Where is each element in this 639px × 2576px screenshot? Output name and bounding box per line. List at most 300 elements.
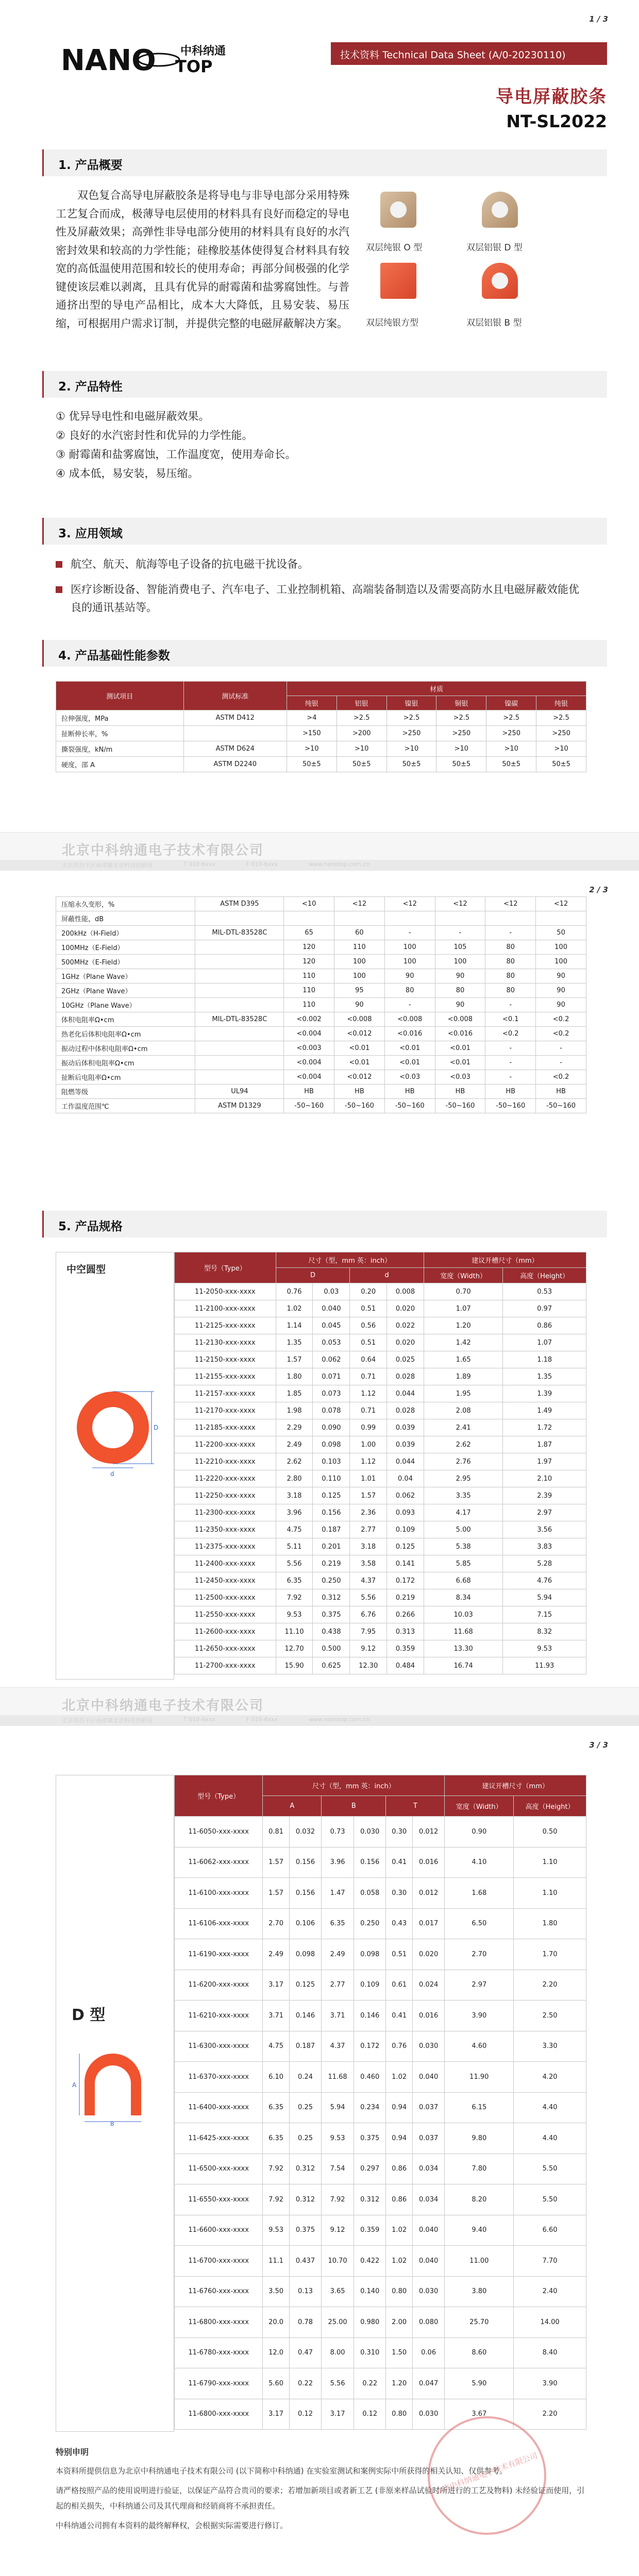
table-cell: 0.040 xyxy=(313,1300,350,1317)
table-row xyxy=(56,955,586,969)
table-cell: 0.034 xyxy=(412,2154,445,2184)
table-cell: 体积电阻率Ω•cm xyxy=(56,1012,195,1027)
table-cell: 6.76 xyxy=(350,1606,387,1623)
table-cell: 2GHz（Plane Wave） xyxy=(56,984,195,998)
table-cell: >250 xyxy=(536,726,586,741)
table-cell: 2.77 xyxy=(322,1970,354,2001)
table-cell: 3.71 xyxy=(263,2001,289,2031)
table-cell: 振动后体积电阻率Ω•cm xyxy=(56,1056,195,1070)
table-cell: 0.438 xyxy=(313,1623,350,1640)
table-cell: 2.50 xyxy=(514,2001,586,2031)
table-cell: 0.110 xyxy=(313,1470,350,1487)
table-cell: 0.156 xyxy=(354,1847,386,1878)
table-cell: 1.57 xyxy=(350,1487,387,1504)
table-cell: 1.02 xyxy=(386,2062,412,2093)
table-cell: 镍碳 xyxy=(486,696,536,710)
table-cell: -50~160 xyxy=(536,1099,586,1113)
table-cell: 2.62 xyxy=(276,1453,313,1470)
table-cell: 0.078 xyxy=(313,1402,350,1419)
table-cell: 1.14 xyxy=(276,1317,313,1334)
table-cell: 100 xyxy=(536,955,586,969)
table-cell: 0.484 xyxy=(387,1657,424,1674)
table-cell: - xyxy=(536,1056,586,1070)
section-performance-title: 4. 产品基础性能参数 xyxy=(42,640,607,667)
table-row xyxy=(175,1368,586,1385)
table-cell: 11-6800-xxx-xxxx xyxy=(175,2399,263,2430)
table-cell: 50±5 xyxy=(536,757,586,772)
table-cell: <12 xyxy=(334,897,385,911)
table-cell: 11-2450-xxx-xxxx xyxy=(175,1572,276,1589)
table-cell: 50±5 xyxy=(386,757,436,772)
table-cell: 2.49 xyxy=(263,1939,289,1970)
table-cell: 0.156 xyxy=(313,1504,350,1521)
table-cell: 0.359 xyxy=(354,2215,386,2246)
table-cell: 纯银 xyxy=(287,696,337,710)
disclaimer: 特别申明 本资料所提供信息为北京中科纳通电子技术有限公司 (以下简称中科纳通) 在实验室测试和案例实际中所获得的相关认知、仅供参考。 请严格按照产品的使用说明进行验证，以保证产品符合贵司的要求；若增加新项目或者新工艺 (非原来样品试验时所进行的工艺及物料) 未经验证而使用，引起的相关损失，中科纳通公司及其代理商和经销商将不承担责任。 中科纳通公司拥有本资料的最终解释权，会根据实际需要进行修订。 xyxy=(56,2447,585,2530)
table-cell: 8.00 xyxy=(322,2337,354,2368)
table-cell: -50~160 xyxy=(485,1099,536,1113)
table-cell: 材质 xyxy=(287,682,586,696)
table-cell: 1.12 xyxy=(350,1453,387,1470)
table-cell: 0.76 xyxy=(276,1283,313,1300)
table-cell: ASTM D412 xyxy=(183,710,287,726)
table-cell: 11-2220-xxx-xxxx xyxy=(175,1470,276,1487)
table-cell: 压缩永久变形，% xyxy=(56,897,195,911)
table-cell: 0.025 xyxy=(387,1351,424,1368)
table-cell: <0.03 xyxy=(384,1070,435,1084)
table-row xyxy=(175,2337,586,2368)
performance-table-2 xyxy=(56,896,586,1113)
table-cell: 测试项目 xyxy=(56,682,184,710)
application-list xyxy=(56,555,586,624)
table-cell: 11-2350-xxx-xxxx xyxy=(175,1521,276,1538)
d-type-spec-table xyxy=(174,1775,586,2430)
table-cell: 3.17 xyxy=(263,2399,289,2430)
table-cell: 2.10 xyxy=(503,1470,586,1487)
table-cell xyxy=(284,911,334,926)
table-cell: - xyxy=(485,1070,536,1084)
section-features-title: 2. 产品特性 xyxy=(42,371,607,398)
table-cell: 阻燃等级 xyxy=(56,1084,195,1099)
table-cell: <0.002 xyxy=(284,1012,334,1027)
table-cell: 0.098 xyxy=(313,1436,350,1453)
table-cell: 11.00 xyxy=(445,2246,514,2277)
table-cell: 11-2600-xxx-xxxx xyxy=(175,1623,276,1640)
table-cell: 11-2170-xxx-xxxx xyxy=(175,1402,276,1419)
table-cell: 4.37 xyxy=(322,2031,354,2062)
table-cell: 11-2150-xxx-xxxx xyxy=(175,1351,276,1368)
table-cell: >10 xyxy=(287,741,337,757)
table-cell: 0.312 xyxy=(354,2184,386,2215)
table-cell: 0.219 xyxy=(387,1589,424,1606)
table-cell: 110 xyxy=(284,984,334,998)
table-cell: 0.125 xyxy=(313,1487,350,1504)
table-cell: 4.40 xyxy=(514,2123,586,2154)
table-cell: 0.97 xyxy=(503,1300,586,1317)
table-cell: 0.312 xyxy=(289,2184,322,2215)
table-cell: <0.01 xyxy=(384,1056,435,1070)
table-cell: 3.58 xyxy=(350,1555,387,1572)
table-cell: 5.00 xyxy=(424,1521,502,1538)
table-cell: <0.004 xyxy=(284,1070,334,1084)
table-cell: 3.80 xyxy=(445,2276,514,2307)
page-3 xyxy=(0,1726,639,2576)
table-cell: 80 xyxy=(485,969,536,984)
table-cell: 1.10 xyxy=(514,1847,586,1878)
table-row xyxy=(175,2062,586,2093)
table-cell: 4.37 xyxy=(350,1572,387,1589)
table-cell: 500MHz（E-Field） xyxy=(56,955,195,969)
table-cell: 型号（Type） xyxy=(175,1252,276,1283)
table-row xyxy=(175,1847,586,1878)
table-cell: 建议开槽尺寸（mm） xyxy=(424,1252,586,1268)
table-cell: <0.004 xyxy=(284,1027,334,1041)
table-cell: 11-2125-xxx-xxxx xyxy=(175,1317,276,1334)
table-cell: 50±5 xyxy=(287,757,337,772)
d-type-label-cell: D 型 A B xyxy=(56,1775,174,2432)
svg-text:A: A xyxy=(72,2081,77,2089)
table-cell: 0.80 xyxy=(386,2276,412,2307)
table-cell: 1.95 xyxy=(424,1385,502,1402)
table-row xyxy=(175,1436,586,1453)
table-row xyxy=(56,1070,586,1084)
table-cell: 0.030 xyxy=(412,2276,445,2307)
table-row xyxy=(175,1334,586,1351)
table-cell: 120 xyxy=(284,955,334,969)
table-cell xyxy=(435,911,485,926)
table-cell: 0.109 xyxy=(387,1521,424,1538)
table-cell: 0.016 xyxy=(412,2001,445,2031)
table-cell: 0.437 xyxy=(289,2246,322,2277)
table-cell: 1.72 xyxy=(503,1419,586,1436)
table-cell: 5.56 xyxy=(276,1555,313,1572)
table-cell xyxy=(384,911,435,926)
feature-list xyxy=(56,407,296,483)
table-cell: 7.95 xyxy=(350,1623,387,1640)
table-cell: 7.92 xyxy=(322,2184,354,2215)
table-cell: 2.49 xyxy=(276,1436,313,1453)
table-cell: 90 xyxy=(536,984,586,998)
table-cell: 0.03 xyxy=(313,1283,350,1300)
table-cell: 0.86 xyxy=(386,2184,412,2215)
table-cell: >2.5 xyxy=(536,710,586,726)
table-cell: 0.012 xyxy=(412,1878,445,1909)
table-cell: - xyxy=(536,1041,586,1056)
table-cell: 3.67 xyxy=(445,2399,514,2430)
table-row xyxy=(56,969,586,984)
table-cell: - xyxy=(384,926,435,940)
table-cell: 100MHz（E-Field） xyxy=(56,940,195,955)
product-title: 导电屏蔽胶条 xyxy=(496,87,607,107)
thumb-caption: 双层纯银 O 型 xyxy=(366,243,423,253)
table-cell: <12 xyxy=(435,897,485,911)
table-cell: 1.57 xyxy=(263,1878,289,1909)
table-cell: 0.78 xyxy=(289,2307,322,2338)
table-cell: 5.60 xyxy=(263,2368,289,2399)
table-cell: 0.422 xyxy=(354,2246,386,2277)
table-cell: 0.008 xyxy=(387,1283,424,1300)
table-cell: 11-2050-xxx-xxxx xyxy=(175,1283,276,1300)
table-cell: 0.71 xyxy=(350,1402,387,1419)
table-cell: 2.70 xyxy=(445,1939,514,1970)
table-cell: 50±5 xyxy=(337,757,386,772)
table-row xyxy=(175,1470,586,1487)
table-row xyxy=(175,2001,586,2031)
svg-text:中科纳通: 中科纳通 xyxy=(180,45,226,58)
table-cell: 0.098 xyxy=(354,1939,386,1970)
table-cell: ASTM D395 xyxy=(195,897,284,911)
table-cell: UL94 xyxy=(195,1084,284,1099)
table-row xyxy=(175,1283,586,1300)
table-cell: <0.016 xyxy=(384,1027,435,1041)
table-cell: 撕裂强度，kN/m xyxy=(56,741,184,757)
table-cell: 11-6062-xxx-xxxx xyxy=(175,1847,263,1878)
table-row xyxy=(175,2031,586,2062)
table-cell: 铝银 xyxy=(337,696,386,710)
table-cell: 5.38 xyxy=(424,1538,502,1555)
table-row xyxy=(56,1099,586,1113)
table-cell: 3.90 xyxy=(445,2001,514,2031)
table-cell: >4 xyxy=(287,710,337,726)
table-cell: 0.044 xyxy=(387,1385,424,1402)
table-cell: 4.17 xyxy=(424,1504,502,1521)
table-cell: 4.20 xyxy=(514,2062,586,2093)
table-row xyxy=(175,1538,586,1555)
table-cell: 11-6106-xxx-xxxx xyxy=(175,1908,263,1939)
table-cell: 宽度（Width） xyxy=(424,1268,502,1283)
table-cell: 0.040 xyxy=(412,2246,445,2277)
table-cell: 0.012 xyxy=(412,1817,445,1848)
table-cell: >10 xyxy=(436,741,486,757)
table-cell: 80 xyxy=(485,940,536,955)
table-cell: 0.034 xyxy=(412,2184,445,2215)
table-cell: 0.500 xyxy=(313,1640,350,1657)
thumb-caption: 双层铝银 B 型 xyxy=(466,318,522,328)
table-cell: 11-2300-xxx-xxxx xyxy=(175,1504,276,1521)
doc-header-bar: 技术资料 Technical Data Sheet (A/0-20230110) xyxy=(331,42,607,65)
table-cell: 3.18 xyxy=(350,1538,387,1555)
table-cell: 3.83 xyxy=(503,1538,586,1555)
table-cell: 0.146 xyxy=(289,2001,322,2031)
table-row xyxy=(175,1623,586,1640)
table-cell xyxy=(334,911,385,926)
table-cell: 2.40 xyxy=(514,2276,586,2307)
table-cell: 0.12 xyxy=(354,2399,386,2430)
table-cell: 0.73 xyxy=(322,1817,354,1848)
table-cell: 11-2250-xxx-xxxx xyxy=(175,1487,276,1504)
table-cell: 6.35 xyxy=(276,1572,313,1589)
table-cell: <0.008 xyxy=(334,1012,385,1027)
table-cell: 90 xyxy=(435,998,485,1012)
table-cell: 测试标准 xyxy=(183,682,287,710)
o-type-label-cell: 中空圆型 D d xyxy=(56,1252,174,1680)
table-cell: 20.0 xyxy=(263,2307,289,2338)
table-cell: 0.156 xyxy=(289,1847,322,1878)
table-cell: >10 xyxy=(337,741,386,757)
table-cell: HB xyxy=(536,1084,586,1099)
table-cell: <12 xyxy=(485,897,536,911)
table-cell: 80 xyxy=(384,984,435,998)
table-cell: 7.92 xyxy=(263,2184,289,2215)
table-cell: 120 xyxy=(284,940,334,955)
table-cell: 0.053 xyxy=(313,1334,350,1351)
table-cell: <0.012 xyxy=(334,1070,385,1084)
table-cell: - xyxy=(485,998,536,1012)
table-cell: 100 xyxy=(334,955,385,969)
table-cell: 1.50 xyxy=(386,2337,412,2368)
table-cell: 尺寸（型，mm 英：inch） xyxy=(276,1252,424,1268)
table-cell: 0.039 xyxy=(387,1436,424,1453)
table-cell: 0.25 xyxy=(289,2123,322,2154)
list-item: 医疗诊断设备、智能消费电子、汽车电子、工业控制机箱、高端装备制造以及需要高防水且电磁屏蔽效能优良的通讯基站等。 xyxy=(56,581,586,617)
table-cell: 扯断伸长率，% xyxy=(56,726,184,741)
table-cell: 6.68 xyxy=(424,1572,502,1589)
section-overview-title: 1. 产品概要 xyxy=(42,149,607,176)
table-cell: 0.266 xyxy=(387,1606,424,1623)
table-cell: 0.71 xyxy=(350,1368,387,1385)
table-row xyxy=(175,1555,586,1572)
table-cell: 1.68 xyxy=(445,1878,514,1909)
table-cell: 0.156 xyxy=(289,1878,322,1909)
table-cell: 0.22 xyxy=(354,2368,386,2399)
table-row xyxy=(175,1657,586,1674)
table-cell: 0.062 xyxy=(313,1351,350,1368)
table-cell: 0.141 xyxy=(387,1555,424,1572)
table-cell: 高度（Height） xyxy=(503,1268,586,1283)
feature-item: ④ 成本低，易安装，易压缩。 xyxy=(56,467,199,480)
table-cell: 0.625 xyxy=(313,1657,350,1674)
table-cell: 9.53 xyxy=(322,2123,354,2154)
table-cell: 1.70 xyxy=(514,1939,586,1970)
table-cell: 振动过程中体积电阻率Ω•cm xyxy=(56,1041,195,1056)
table-cell: 110 xyxy=(334,940,385,955)
table-cell: -50~160 xyxy=(435,1099,485,1113)
table-cell: HB xyxy=(284,1084,334,1099)
table-cell: 0.375 xyxy=(354,2123,386,2154)
table-row xyxy=(56,897,586,911)
table-cell: 0.297 xyxy=(354,2154,386,2184)
table-cell: 80 xyxy=(485,955,536,969)
table-cell: 4.75 xyxy=(276,1521,313,1538)
table-cell: 0.80 xyxy=(386,2399,412,2430)
table-cell: <0.01 xyxy=(435,1056,485,1070)
table-cell: 2.76 xyxy=(424,1453,502,1470)
table-cell: 0.030 xyxy=(412,2031,445,2062)
table-cell: >10 xyxy=(386,741,436,757)
table-cell: 11-2550-xxx-xxxx xyxy=(175,1606,276,1623)
table-cell: 0.040 xyxy=(412,2062,445,2093)
table-cell: 0.04 xyxy=(387,1470,424,1487)
table-cell: 11.10 xyxy=(276,1623,313,1640)
svg-text:B: B xyxy=(110,2121,114,2126)
table-cell: 1.98 xyxy=(276,1402,313,1419)
table-cell: -50~160 xyxy=(284,1099,334,1113)
table-cell: 1.02 xyxy=(386,2246,412,2277)
table-cell: 1.07 xyxy=(424,1300,502,1317)
table-cell: HB xyxy=(435,1084,485,1099)
table-cell: 80 xyxy=(435,984,485,998)
table-cell: 110 xyxy=(284,998,334,1012)
table-cell: 11-6600-xxx-xxxx xyxy=(175,2215,263,2246)
table-cell: 0.106 xyxy=(289,1908,322,1939)
thumb-o-type xyxy=(380,192,416,228)
table-cell: 1.02 xyxy=(386,2215,412,2246)
table-cell: 1.10 xyxy=(514,1878,586,1909)
table-cell: 2.20 xyxy=(514,1970,586,2001)
table-cell: 6.35 xyxy=(322,1908,354,1939)
table-cell: 0.53 xyxy=(503,1283,586,1300)
table-row xyxy=(175,1385,586,1402)
table-cell: 0.312 xyxy=(313,1589,350,1606)
table-cell: 6.35 xyxy=(263,2092,289,2123)
table-cell: 1.80 xyxy=(276,1368,313,1385)
table-cell: 型号（Type） xyxy=(175,1775,263,1817)
table-cell: 0.460 xyxy=(354,2062,386,2093)
table-cell: 90 xyxy=(536,969,586,984)
table-cell: 0.201 xyxy=(313,1538,350,1555)
table-cell: 2.20 xyxy=(514,2399,586,2430)
table-cell: >10 xyxy=(536,741,586,757)
table-cell: 4.10 xyxy=(445,1847,514,1878)
thumb-b-type xyxy=(482,263,518,299)
table-cell: 12.30 xyxy=(350,1657,387,1674)
table-row xyxy=(175,2368,586,2399)
table-cell: 纯银 xyxy=(536,696,586,710)
table-cell: 0.022 xyxy=(387,1317,424,1334)
table-cell xyxy=(195,955,284,969)
table-cell: 5.94 xyxy=(322,2092,354,2123)
table-cell xyxy=(195,940,284,955)
feature-item: ① 优异导电性和电磁屏蔽效果。 xyxy=(56,410,210,422)
table-cell: 11-2200-xxx-xxxx xyxy=(175,1436,276,1453)
table-cell: 0.313 xyxy=(387,1623,424,1640)
table-cell: 11-6370-xxx-xxxx xyxy=(175,2062,263,2093)
table-cell: 11.93 xyxy=(503,1657,586,1674)
table-cell: <0.016 xyxy=(435,1027,485,1041)
svg-text:D: D xyxy=(154,1424,159,1431)
table-cell: 11-2130-xxx-xxxx xyxy=(175,1334,276,1351)
table-cell: 0.51 xyxy=(386,1939,412,1970)
table-cell: HB xyxy=(334,1084,385,1099)
table-cell: 11.90 xyxy=(445,2062,514,2093)
table-cell: 0.020 xyxy=(412,1939,445,1970)
table-cell: 0.037 xyxy=(412,2092,445,2123)
table-cell: 3.96 xyxy=(322,1847,354,1878)
table-cell: 0.032 xyxy=(289,1817,322,1848)
table-cell: <0.012 xyxy=(334,1027,385,1041)
table-cell: 0.22 xyxy=(289,2368,322,2399)
table-row xyxy=(175,1878,586,1909)
table-cell: 0.310 xyxy=(354,2337,386,2368)
table-cell: >200 xyxy=(337,726,386,741)
table-cell: 3.56 xyxy=(503,1521,586,1538)
table-cell: 3.90 xyxy=(514,2368,586,2399)
table-cell: 工作温度范围℃ xyxy=(56,1099,195,1113)
list-item: 航空、航天、航海等电子设备的抗电磁干扰设备。 xyxy=(56,555,586,573)
table-cell: 0.30 xyxy=(386,1817,412,1848)
table-cell: 11-6700-xxx-xxxx xyxy=(175,2246,263,2277)
svg-text:NANO: NANO xyxy=(61,44,156,76)
table-cell: 高度（Height） xyxy=(514,1796,586,1817)
table-cell: 6.60 xyxy=(514,2215,586,2246)
table-cell: 80 xyxy=(485,984,536,998)
table-row xyxy=(56,1041,586,1056)
table-cell: 11-6800-xxx-xxxx xyxy=(175,2307,263,2338)
table-cell: 6.15 xyxy=(445,2092,514,2123)
table-cell: A xyxy=(263,1796,322,1817)
table-cell: <0.004 xyxy=(284,1056,334,1070)
table-row xyxy=(56,757,586,772)
